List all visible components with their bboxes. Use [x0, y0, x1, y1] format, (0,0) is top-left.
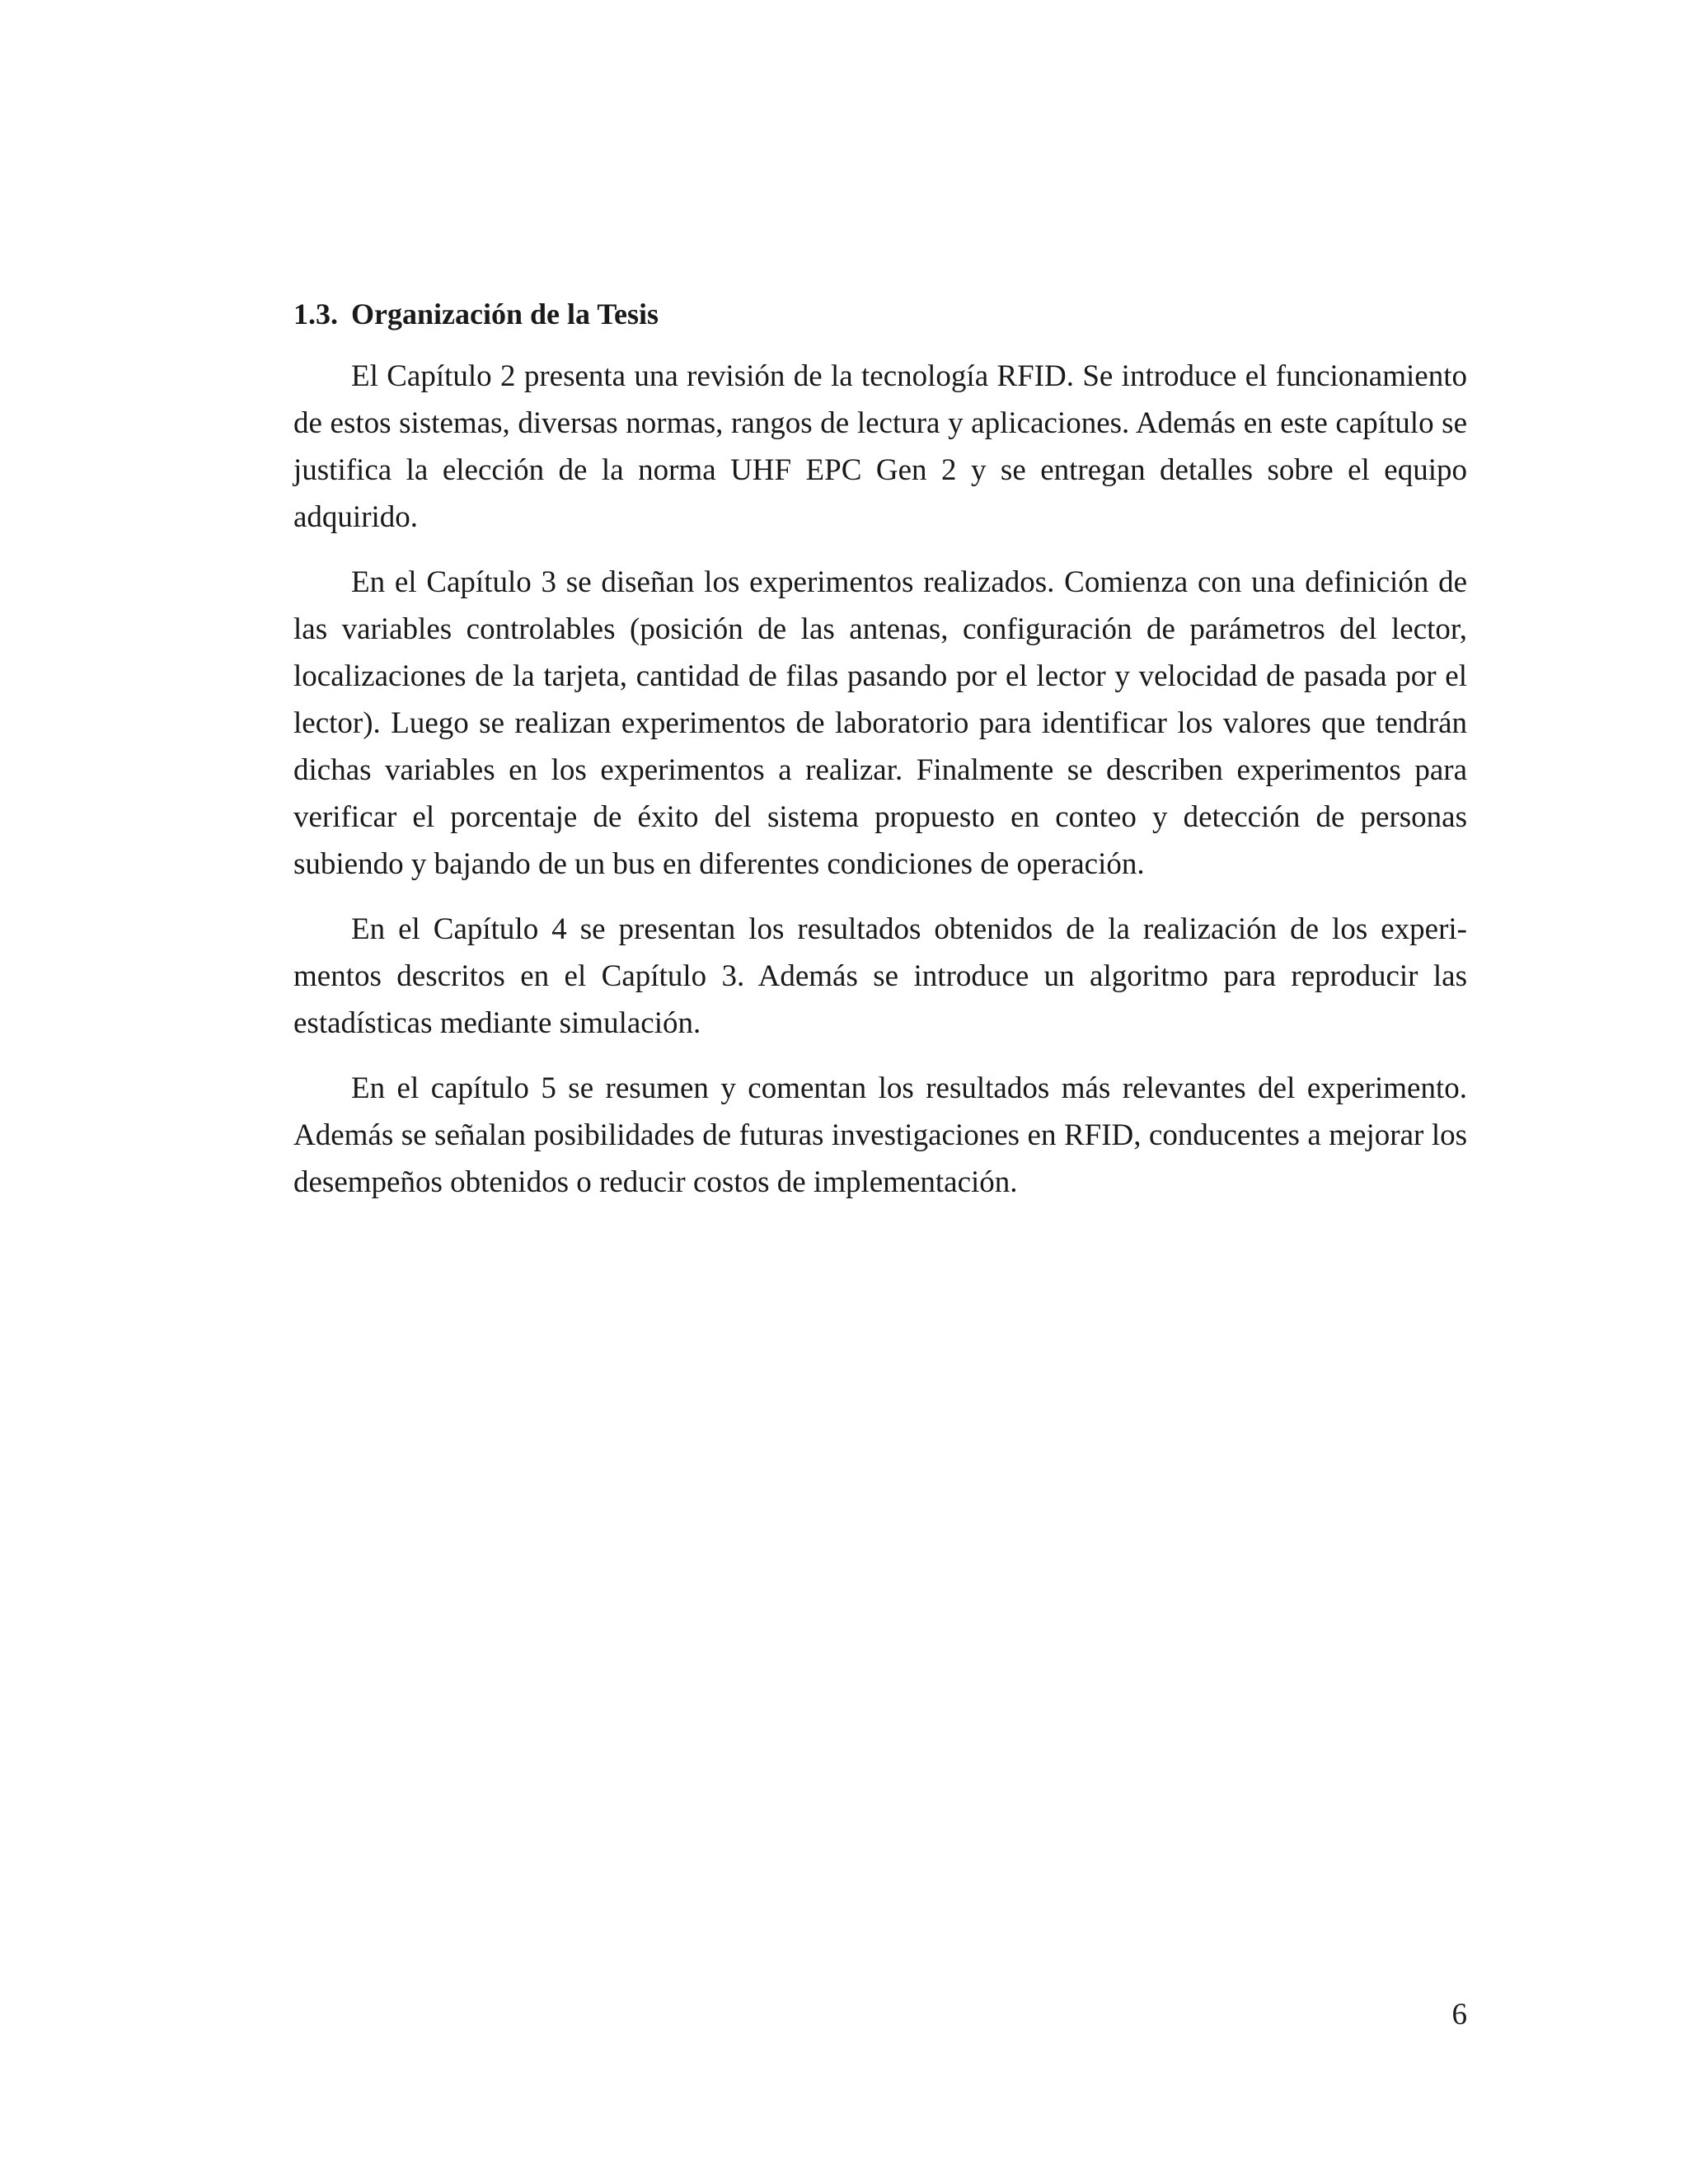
- page-content: [293, 295, 1467, 1224]
- section-heading: [293, 295, 1467, 333]
- section-title: Organización de la Tesis: [351, 298, 659, 330]
- paragraph-chapter-3: En el Capítulo 3 se diseñan los experimentos realizados. Comienza con una definición de las variables controlables (posición de las antenas, configuración de parámetros del lector, localizaciones de la tarjeta, cantidad de filas pasando por el lector y velocidad de pasada por el lector). Luego se realizan experimentos de laboratorio para identificar los valores que tendrán dichas variables en los experimentos a realizar. Finalmente se describen experimentos para verificar el porcentaje de éxito del sistema propuesto en conteo y detección de personas subiendo y bajando de un bus en diferentes condiciones de operación.: [293, 565, 1467, 881]
- paragraph-chapter-2: El Capítulo 2 presenta una revisión de la tecnología RFID. Se introduce el funcionamiento de estos sistemas, diversas normas, rangos de lectura y aplicaciones. Además en este capítulo se justifica la elección de la norma UHF EPC Gen 2 y se entregan detalles sobre el equipo adquirido.: [293, 359, 1467, 534]
- paragraph-chapter-5: En el capítulo 5 se resumen y comentan los resultados más relevantes del experimento. Además se señalan posibilidades de futuras investigaciones en RFID, conducentes a mejorar los desempeños obtenidos o reducir costos de implementación.: [293, 1071, 1467, 1199]
- section-number: 1.3.: [293, 298, 338, 330]
- paragraph-chapter-4: En el Capítulo 4 se presentan los resultados obtenidos de la realización de los experimentos descritos en el Capítulo 3. Además se introduce un algoritmo para reproducir las estadísticas mediante simulación.: [293, 912, 1467, 1040]
- page-number: 6: [1451, 1998, 1467, 2032]
